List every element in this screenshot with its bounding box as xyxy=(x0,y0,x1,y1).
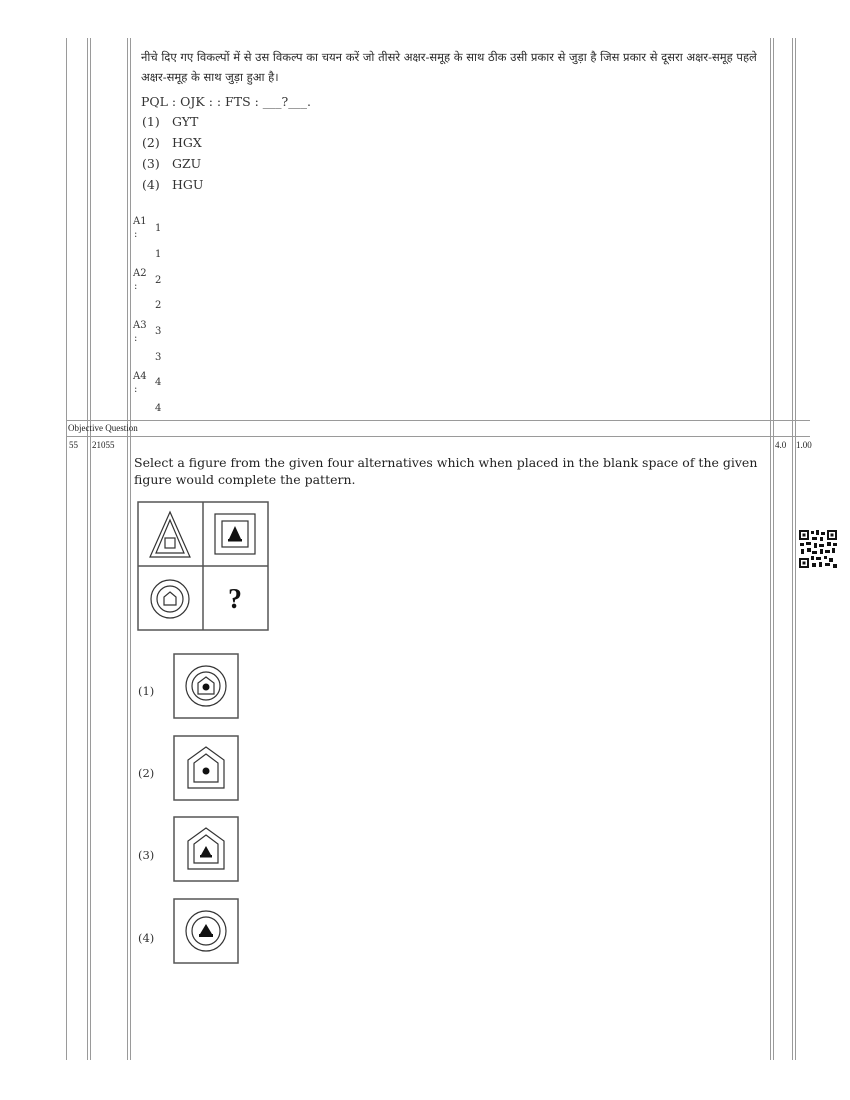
q55-question-id: 21055 xyxy=(92,440,115,450)
q54-series: PQL : OJK : : FTS : ___?___. xyxy=(141,94,311,109)
answer-a2-label: A2 xyxy=(133,268,147,279)
answer-a4-sub: 4 xyxy=(155,403,162,414)
answer-a2-sub: 2 xyxy=(155,300,162,311)
answer-a1-colon: : xyxy=(134,229,138,240)
answer-a1-value: 1 xyxy=(155,223,162,234)
option-text: GZU xyxy=(172,156,202,171)
answer-a4-colon: : xyxy=(134,384,138,395)
row-divider-top xyxy=(66,420,810,421)
q55-option-4-label: (4) xyxy=(138,931,155,945)
q55-question-text: Select a figure from the given four alternatives which when placed in the blank space of the given figure would complete the pattern. xyxy=(134,455,758,487)
qr-code xyxy=(798,529,838,569)
option-text: HGX xyxy=(172,135,202,150)
answer-a4-value: 4 xyxy=(155,377,162,388)
table-border-qid-left xyxy=(90,38,91,1060)
answer-a3-sub: 3 xyxy=(155,352,162,363)
option-text: GYT xyxy=(172,114,199,129)
q55-option-2-label: (2) xyxy=(138,766,155,780)
q54-option-4 xyxy=(142,177,203,192)
q55-option-4-figure[interactable] xyxy=(173,898,239,964)
q55-option-1-figure[interactable] xyxy=(173,653,239,719)
problem-figure-grid xyxy=(137,501,269,631)
table-border-left xyxy=(66,38,67,1060)
q54-option-1 xyxy=(142,114,198,129)
question-mark: ? xyxy=(228,584,242,615)
answer-a1-sub: 1 xyxy=(155,249,162,260)
option-number: (4) xyxy=(142,177,160,192)
q54-option-2 xyxy=(142,135,202,150)
answer-a1-label: A1 xyxy=(133,216,147,227)
answer-a3-value: 3 xyxy=(155,326,162,337)
q55-option-3-label: (3) xyxy=(138,848,155,862)
option-text: HGU xyxy=(172,177,204,192)
option-number: (3) xyxy=(142,156,160,171)
q55-option-2-figure[interactable] xyxy=(173,735,239,801)
circle-house-dot-icon xyxy=(186,666,226,706)
q55-marks: 4.0 xyxy=(775,440,787,450)
option-number: (2) xyxy=(142,135,160,150)
answer-a3-colon: : xyxy=(134,333,138,344)
q55-option-1-label: (1) xyxy=(138,684,155,698)
table-border-content-left-2 xyxy=(130,38,131,1060)
answer-a4-label: A4 xyxy=(133,371,147,382)
table-border-right-2 xyxy=(795,38,796,1060)
table-border-right xyxy=(792,38,793,1060)
table-border-marks-right xyxy=(773,38,774,1060)
option-number: (1) xyxy=(142,114,160,129)
answer-a2-value: 2 xyxy=(155,275,162,286)
section-label: Objective Question xyxy=(68,423,138,433)
q55-negative-marks: 1.00 xyxy=(796,440,812,450)
row-divider-bottom xyxy=(66,436,810,437)
table-border-sno xyxy=(87,38,88,1060)
table-border-content-left xyxy=(127,38,128,1060)
q54-option-3 xyxy=(142,156,201,171)
table-border-content-right xyxy=(770,38,771,1060)
q55-serial-number: 55 xyxy=(69,440,78,450)
answer-a3-label: A3 xyxy=(133,320,147,331)
answer-a2-colon: : xyxy=(134,281,138,292)
circle-triangle-icon xyxy=(186,911,226,951)
q55-option-3-figure[interactable] xyxy=(173,816,239,882)
q54-hindi-text: नीचे दिए गए विकल्पों में से उस विकल्प का चयन करें जो तीसरे अक्षर-समूह के साथ ठीक उसी प्रकार से जुड़ा है जिस प्रकार से दूसरा अक्षर-समूह पहले अक्षर-समूह के साथ जुड़ा हुआ है। xyxy=(141,50,757,84)
